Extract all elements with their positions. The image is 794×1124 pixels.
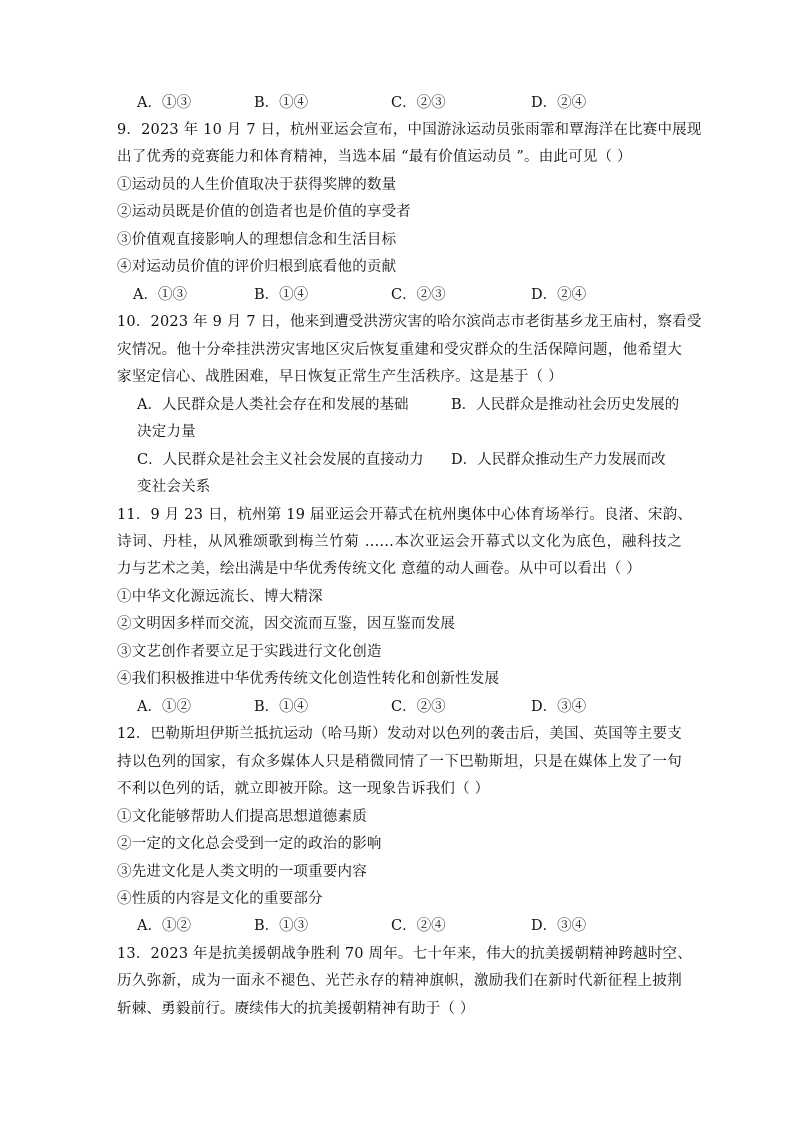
q10-option-a[interactable]: A．人民群众是人类社会存在和发展的基础 (137, 397, 409, 413)
q8-option-d[interactable]: D．②④ (531, 95, 587, 111)
q10-stem-line-2: 灾情况。他十分牵挂洪涝灾害地区灾后恢复重建和受灾群众的生活保障问题，他希望大 (117, 342, 682, 358)
q11-stem-line-1: 11．9 月 23 日，杭州第 19 届亚运会开幕式在杭州奥体中心体育场举行。良渚、宋韵、 (117, 507, 693, 523)
q11-stem-line-2: 诗词、丹桂，从风雅颂歌到梅兰竹菊 ……本次亚运会开幕式以文化为底色，融科技之 (117, 534, 682, 550)
q9-option-c[interactable]: C．②③ (391, 287, 446, 303)
q11-item-3: ③文艺创作者要立足于实践进行文化创造 (117, 644, 382, 660)
q11-option-b[interactable]: B．①④ (254, 699, 309, 715)
q9-option-b[interactable]: B．①④ (254, 287, 309, 303)
q10-option-d[interactable]: D．人民群众推动生产力发展而改 (451, 452, 666, 468)
q10-stem-line-1: 10．2023 年 9 月 7 日，他来到遭受洪涝灾害的哈尔滨尚志市老街基乡龙王庙村，察看受 (117, 314, 702, 330)
q12-item-1: ①文化能够帮助人们提高思想道德素质 (117, 809, 367, 825)
q11-item-2: ②文明因多样而交流，因交流而互鉴，因互鉴而发展 (117, 616, 456, 632)
q12-option-c[interactable]: C．②④ (391, 918, 446, 934)
q12-option-b[interactable]: B．①③ (254, 918, 309, 934)
q10-stem-line-3: 家坚定信心、战胜困难，早日恢复正常生产生活秩序。这是基于（ ） (117, 369, 563, 385)
q12-item-4: ④性质的内容是文化的重要部分 (117, 891, 323, 907)
q9-option-d[interactable]: D．②④ (531, 287, 587, 303)
q13-stem-line-2: 历久弥新，成为一面永不褪色、光芒永存的精神旗帜，激励我们在新时代新征程上披荆 (117, 973, 682, 989)
q11-option-c[interactable]: C．②③ (391, 699, 446, 715)
q12-stem-line-1: 12．巴勒斯坦伊斯兰抵抗运动（哈马斯）发动对以色列的袭击后，美国、英国等主要支 (117, 726, 682, 742)
q8-option-c[interactable]: C．②③ (391, 95, 446, 111)
q12-stem-line-3: 不利以色列的话，就立即被开除。这一现象告诉我们（ ） (117, 781, 490, 797)
q9-item-4: ④对运动员价值的评价归根到底看他的贡献 (117, 259, 397, 275)
q12-item-3: ③先进文化是人类文明的一项重要内容 (117, 864, 367, 880)
q11-stem-line-3: 力与艺术之美，绘出满是中华优秀传统文化 意蕴的动人画卷。从中可以看出（ ） (117, 561, 642, 577)
q12-stem-line-2: 持以色列的国家，有众多媒体人只是稍微同情了一下巴勒斯坦，只是在媒体上发了一句 (117, 754, 682, 770)
q8-option-a[interactable]: A．①③ (137, 95, 191, 111)
q9-stem-line-1: 9．2023 年 10 月 7 日，杭州亚运会宣布，中国游泳运动员张雨霏和覃海洋在比赛中展现 (117, 122, 702, 138)
q9-stem-line-2: 出了优秀的竞赛能力和体育精神，当选本届 “最有价值运动员 ”。由此可见（ ） (117, 149, 632, 165)
q11-option-d[interactable]: D．③④ (531, 699, 587, 715)
q10-option-b[interactable]: B．人民群众是推动社会历史发展的 (451, 397, 680, 413)
q12-option-d[interactable]: D．③④ (531, 918, 587, 934)
q12-option-a[interactable]: A．①② (137, 918, 191, 934)
q11-option-a[interactable]: A．①② (137, 699, 191, 715)
q9-option-a[interactable]: A．①③ (133, 287, 187, 303)
q13-stem-line-1: 13．2023 年是抗美援朝战争胜利 70 周年。七十年来，伟大的抗美援朝精神跨越时空、 (117, 946, 692, 962)
q10-option-c[interactable]: C．人民群众是社会主义社会发展的直接动力 (137, 452, 424, 468)
q9-item-3: ③价值观直接影响人的理想信念和生活目标 (117, 232, 397, 248)
q9-item-1: ①运动员的人生价值取决于获得奖牌的数量 (117, 177, 397, 193)
q10-option-d-cont: 变社会关系 (137, 479, 211, 495)
q11-item-4: ④我们积极推进中华优秀传统文化创造性转化和创新性发展 (117, 671, 500, 687)
q8-option-b[interactable]: B．①④ (254, 95, 309, 111)
q10-option-b-cont: 决定力量 (137, 424, 196, 440)
q9-item-2: ②运动员既是价值的创造者也是价值的享受者 (117, 204, 411, 220)
q13-stem-line-3: 斩棘、勇毅前行。赓续伟大的抗美援朝精神有助于（ ） (117, 1001, 475, 1017)
q11-item-1: ①中华文化源远流长、博大精深 (117, 589, 323, 605)
q12-item-2: ②一定的文化总会受到一定的政治的影响 (117, 836, 382, 852)
